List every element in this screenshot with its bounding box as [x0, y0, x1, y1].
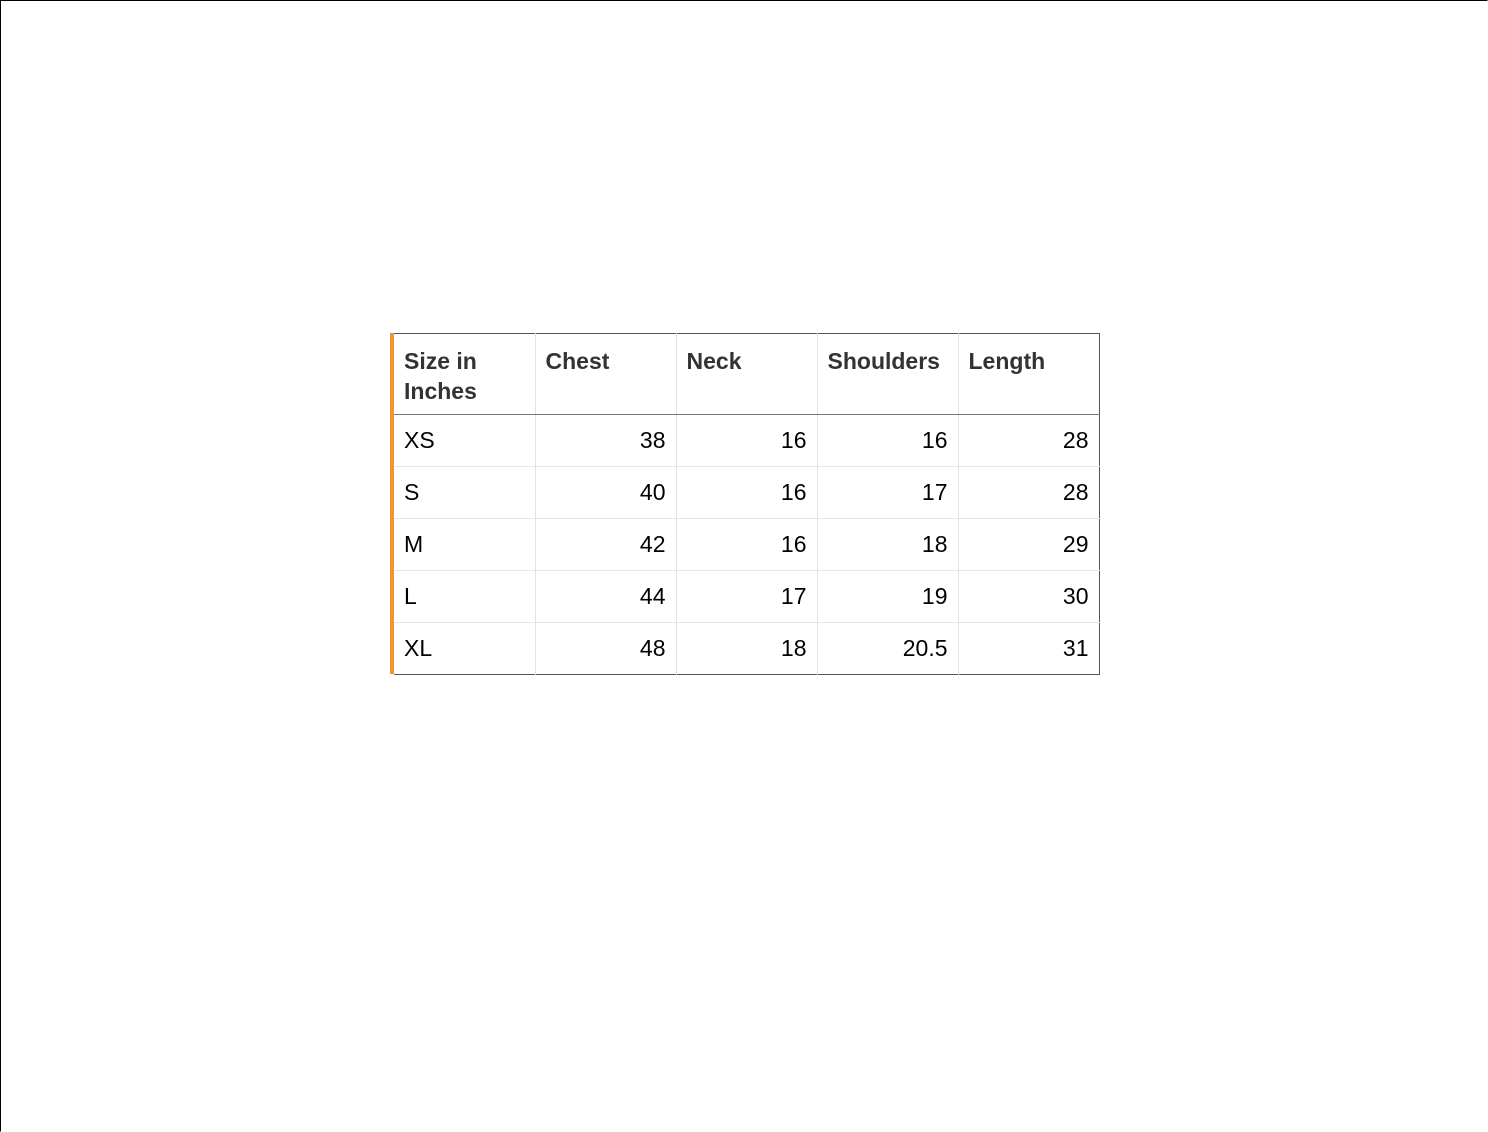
- cell-length: 31: [1062, 635, 1089, 661]
- header-size: Size in Inches: [394, 334, 535, 415]
- cell-size: XL: [394, 623, 535, 675]
- cell-chest: 38: [535, 415, 676, 467]
- size-table: [394, 333, 1100, 675]
- cell-shoulders: 17: [817, 467, 958, 519]
- cell-chest: 44: [535, 571, 676, 623]
- cell-size: M: [394, 519, 535, 571]
- cell-neck: 16: [676, 519, 817, 571]
- cell-shoulders: 19: [817, 571, 958, 623]
- cell-chest: 42: [535, 519, 676, 571]
- cell-size: S: [394, 467, 535, 519]
- cell-neck: 18: [676, 623, 817, 675]
- cell-chest: 40: [535, 467, 676, 519]
- table-row: [394, 467, 1099, 519]
- cell-size: L: [394, 571, 535, 623]
- cell-neck: 17: [676, 571, 817, 623]
- cell-length: 28: [958, 415, 1099, 467]
- cell-chest: 48: [535, 623, 676, 675]
- size-chart: [390, 333, 1100, 674]
- table-row: [394, 571, 1099, 623]
- table-header-row: [394, 334, 1099, 415]
- header-shoulders: Shoulders: [817, 334, 958, 415]
- table-row: [394, 415, 1099, 467]
- cell-shoulders: 20.5: [817, 623, 958, 675]
- cell-shoulders: 16: [817, 415, 958, 467]
- cell-size: XS: [394, 415, 535, 467]
- cell-length: 28: [958, 467, 1099, 519]
- cell-length: 29: [958, 519, 1099, 571]
- table-row: [394, 623, 1099, 675]
- cell-neck: 16: [676, 467, 817, 519]
- table-row: [394, 519, 1099, 571]
- header-length: Length: [958, 334, 1099, 415]
- cell-neck: 16: [676, 415, 817, 467]
- header-neck: Neck: [676, 334, 817, 415]
- header-chest: Chest: [535, 334, 676, 415]
- cell-shoulders: 18: [817, 519, 958, 571]
- cell-length: 30: [958, 571, 1099, 623]
